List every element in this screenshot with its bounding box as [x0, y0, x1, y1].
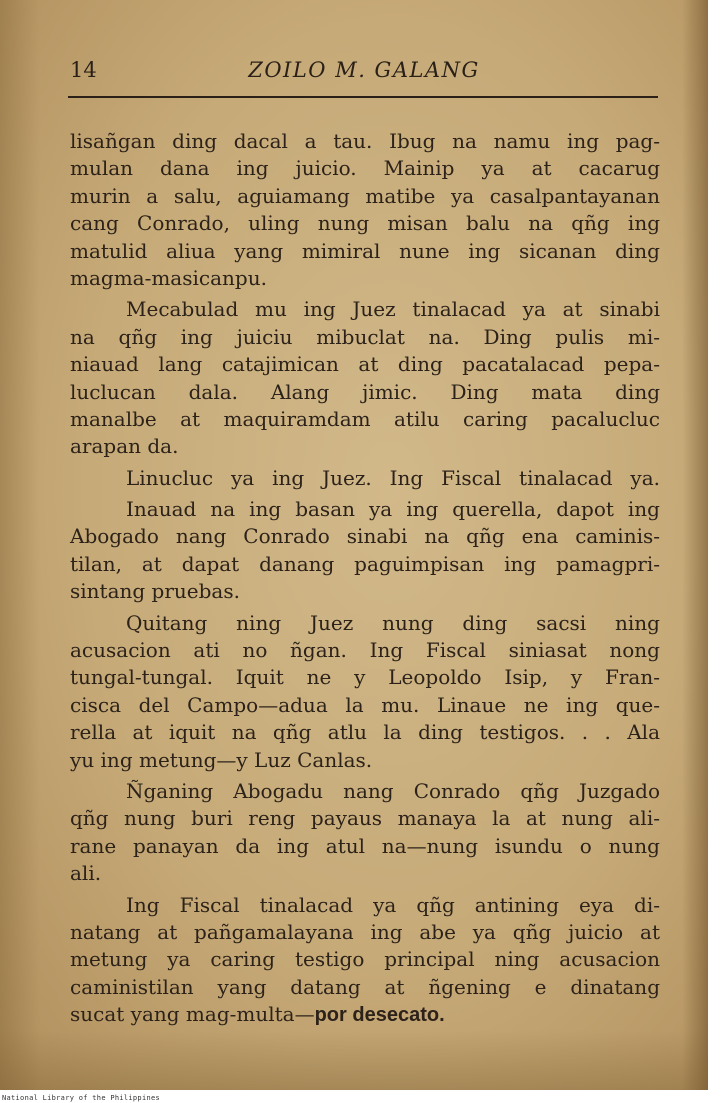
text-line: sintang pruebas. [70, 579, 240, 604]
text-line: natang at pañgamalayana ing abe ya qñg juicio at [70, 919, 660, 944]
text-line: acusacion ati no ñgan. Ing Fiscal siniasat nong [70, 638, 660, 663]
text-line: tilan, at dapat danang paguimpisan ing pamagpri- [70, 551, 660, 576]
text-line: cisca del Campo—adua la mu. Linaue ne ing que- [70, 692, 660, 717]
paragraph [70, 610, 660, 774]
text-line: Abogado nang Conrado sinabi na qñg ena caminis- [70, 524, 660, 549]
text-line: manalbe at maquiramdam atilu caring pacalucluc [70, 406, 660, 431]
text-line: Mecabulad mu ing Juez tinalacad ya at sinabi [126, 297, 660, 322]
text-line: na qñg ing juiciu mibuclat na. Ding pulis mi- [70, 324, 660, 349]
text-line: Ing Fiscal tinalacad ya qñg antining eya di- [126, 892, 660, 917]
text-line: ali. [70, 861, 102, 886]
text-line: lisañgan ding dacal a tau. Ibug na namu ing pag- [70, 129, 660, 153]
text-line: luclucan dala. Alang jimic. Ding mata ding [70, 379, 660, 404]
text-line: caministilan yang datang at ñgening e dinatang [70, 974, 660, 999]
page-number: 14 [70, 58, 97, 82]
text-line: metung ya caring testigo principal ning acusacion [70, 947, 660, 972]
header-rule [68, 96, 658, 98]
text-line: tungal-tungal. Iquit ne y Leopoldo Isip, y Fran- [70, 665, 660, 690]
page-bottom-shadow [0, 1030, 708, 1090]
page-header [70, 58, 658, 90]
running-head-author: ZOILO M. GALANG [248, 58, 480, 82]
text-line: magma-masicanpu. [70, 265, 267, 290]
library-credit: National Library of the Philippines [2, 1094, 161, 1102]
text-line: Quitang ning Juez nung ding sacsi ning [126, 610, 660, 635]
text-line: Linucluc ya ing Juez. Ing Fiscal tinalacad ya. [126, 465, 660, 490]
text-line: rella at iquit na qñg atlu la ding testigos. . . Ala [70, 720, 660, 745]
text-line: yu ing metung—y Luz Canlas. [70, 747, 373, 772]
text-line: mulan dana ing juicio. Mainip ya at cacarug [70, 156, 660, 181]
paragraph [70, 892, 660, 1029]
paragraph [70, 465, 660, 492]
paragraph [70, 128, 660, 292]
paragraph [70, 296, 660, 460]
text-line-final-start: sucat yang mag-multa— [70, 1002, 315, 1027]
page-left-shadow [0, 0, 40, 1090]
text-line-final-bold: por desecato. [314, 1004, 445, 1027]
text-line: matulid aliua yang mimiral nune ing sicanan ding [70, 238, 660, 263]
text-line: niauad lang catajimican at ding pacatalacad pepa- [70, 352, 660, 377]
body-text [70, 128, 660, 1029]
text-line: cang Conrado, uling nung misan balu na qñg ing [70, 211, 660, 236]
text-line: Inauad na ing basan ya ing querella, dapot ing [126, 497, 660, 522]
text-line-final [70, 1001, 660, 1028]
page-right-shadow [682, 0, 708, 1090]
text-line: Ñganing Abogadu nang Conrado qñg Juzgado [126, 778, 660, 803]
text-line: rane panayan da ing atul na—nung isundu o nung [70, 833, 660, 858]
text-line: murin a salu, aguiamang matibe ya casalpantayanan [70, 183, 660, 208]
text-line: qñg nung buri reng payaus manaya la at nung ali- [70, 806, 660, 831]
paragraph [70, 778, 660, 888]
paragraph [70, 496, 660, 606]
text-line: arapan da. [70, 434, 179, 459]
